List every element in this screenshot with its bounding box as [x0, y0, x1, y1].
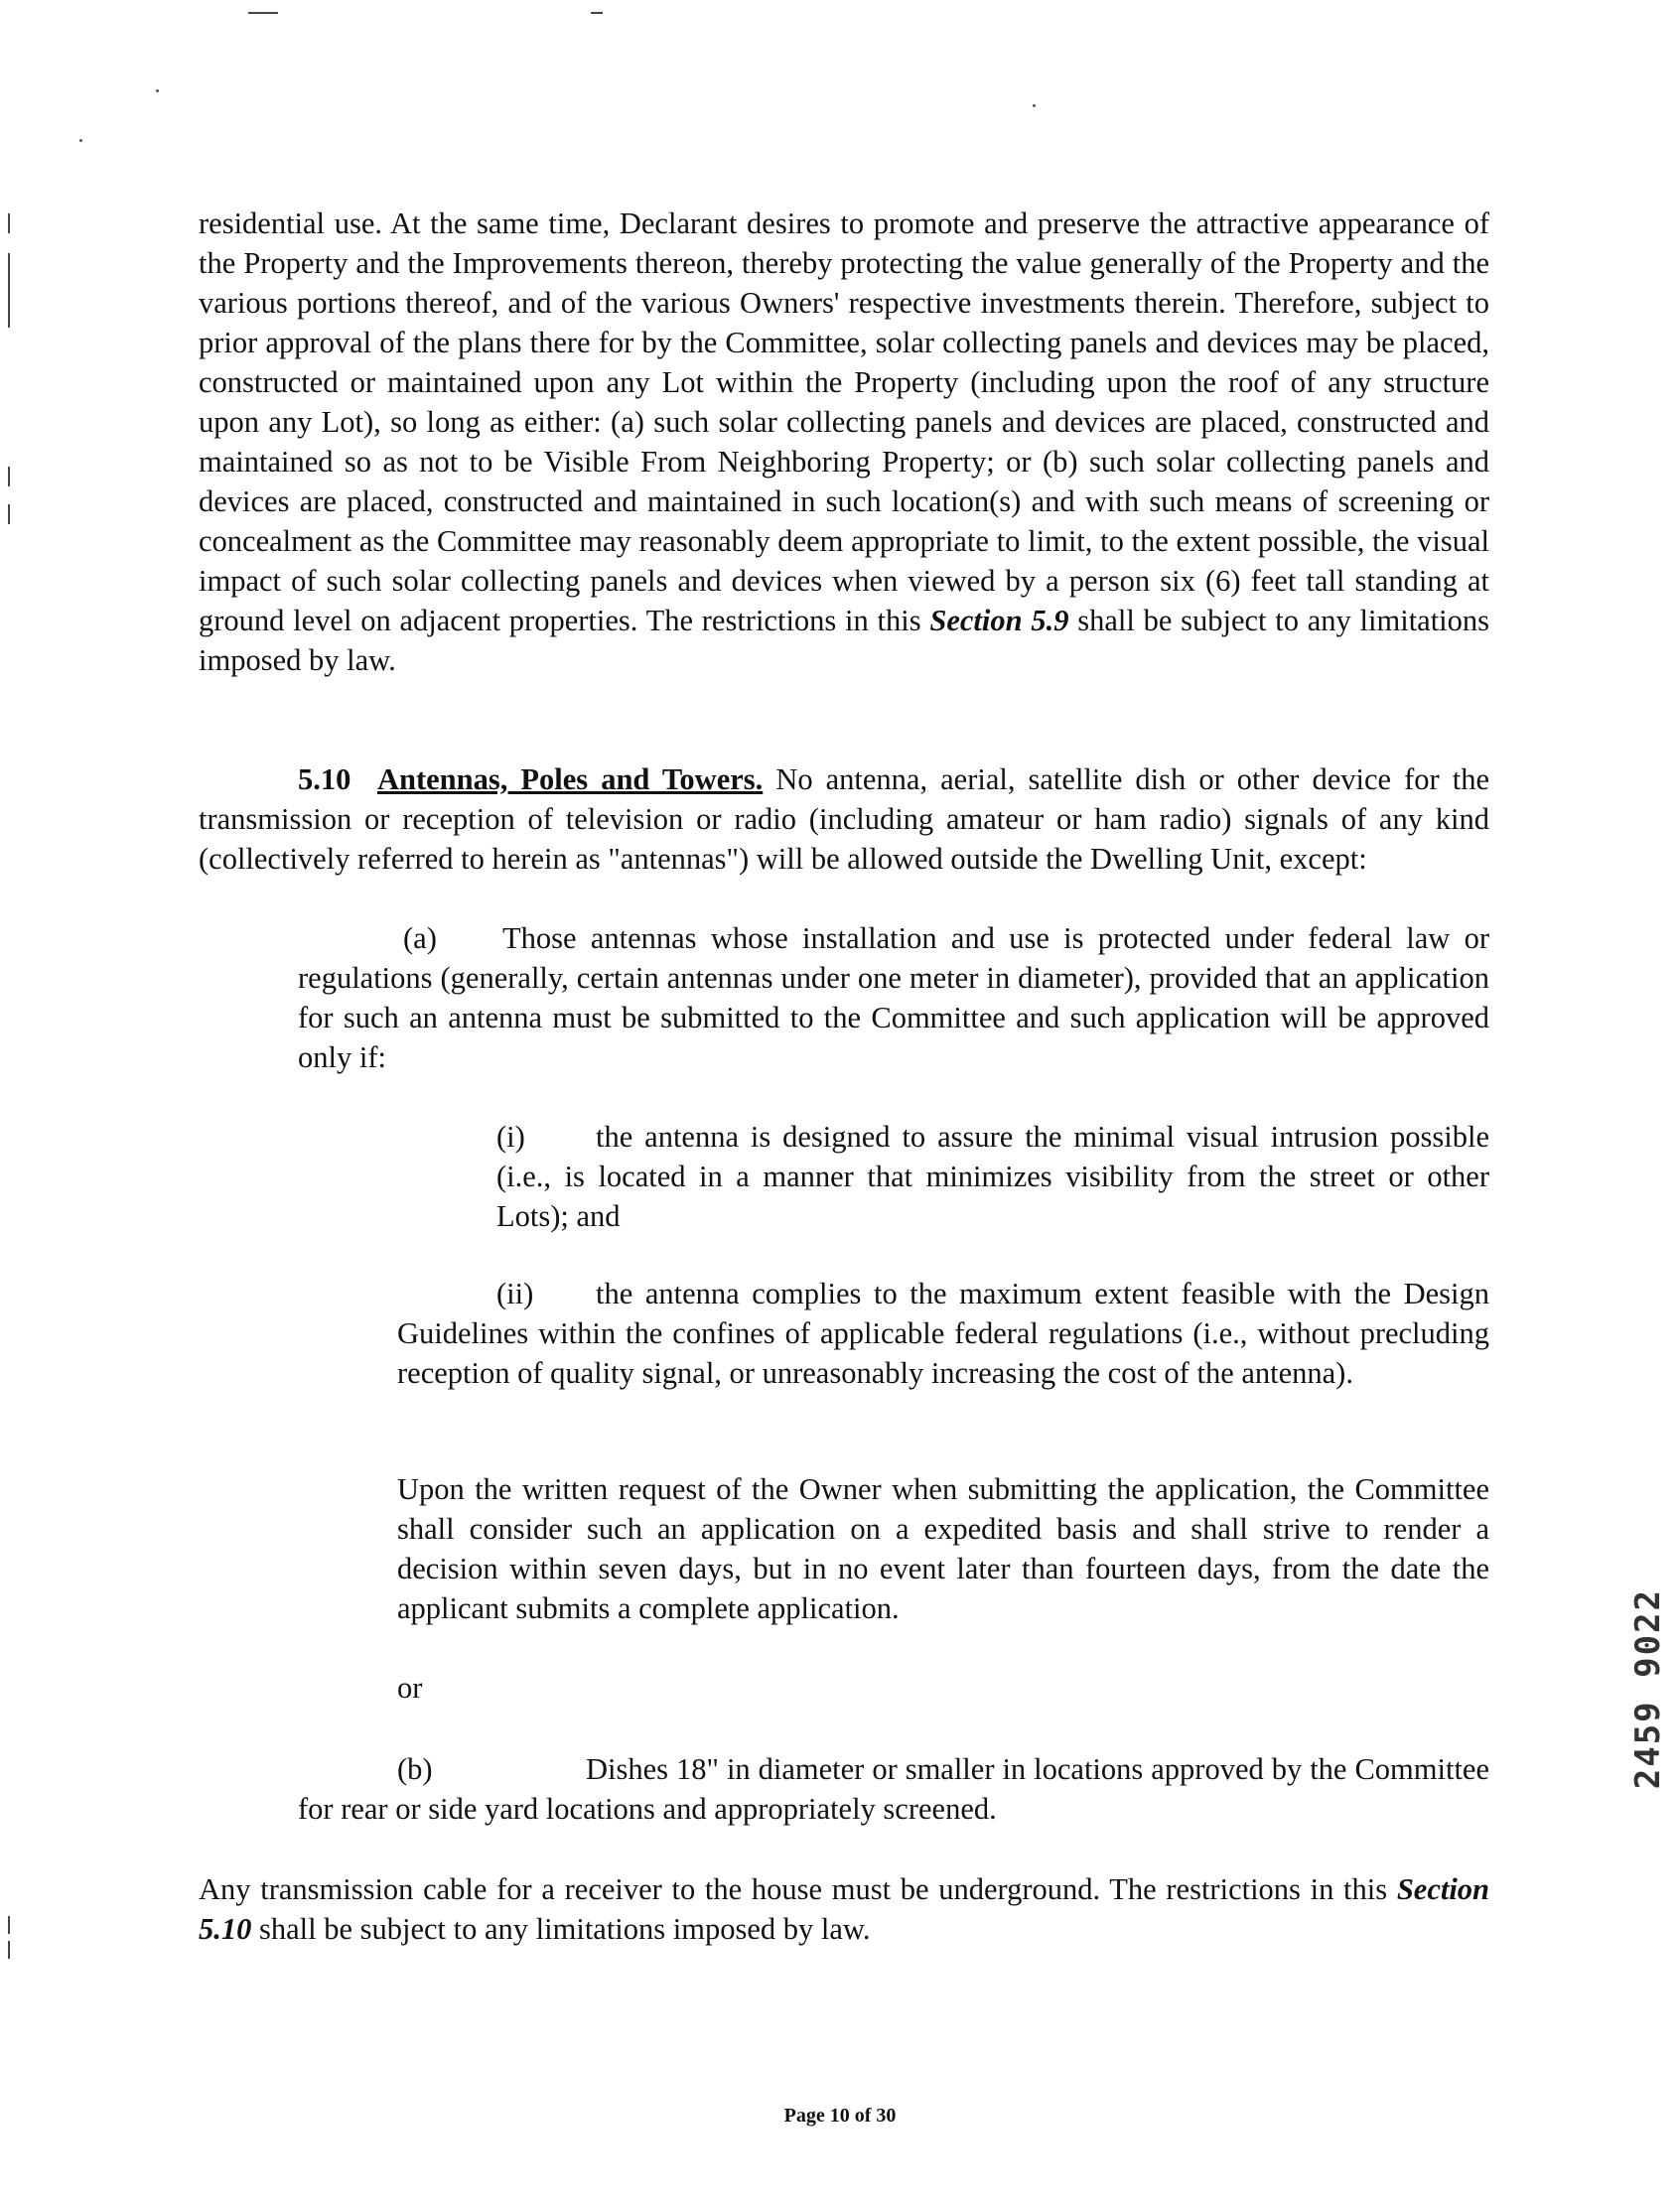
closing-paragraph [199, 1869, 1489, 1949]
section-reference: Section 5.10 [199, 1872, 1490, 1946]
section-number: 5.10 [298, 762, 351, 796]
section-heading: Antennas, Poles and Towers. [377, 762, 764, 796]
scan-mark [156, 89, 159, 92]
paragraph-text: shall be subject to any limitations imposed by law. [259, 1912, 871, 1946]
recording-stamp: 2459 9022 [1628, 1588, 1668, 1790]
section-text: No antenna, aerial, satellite dish or other device for the transmission or reception of television or radio (including amateur or ham radio) signals of any kind (collectively referred to herein as "antennas") will be allowed outside the Dwelling Unit, except: [199, 762, 1489, 876]
or-text: or [397, 1671, 423, 1705]
scan-mark [1033, 104, 1036, 107]
paragraph-text: Any transmission cable for a receiver to the house must be underground. The restrictions in this [199, 1872, 1388, 1906]
expedite-paragraph: Upon the written request of the Owner when submitting the application, the Committee shall consider such an application on a expedited basis and shall strive to render a decision within seven days, but in no event later than fourteen days, from the date the applicant submits a complete application. [397, 1472, 1489, 1625]
scan-mark [8, 504, 10, 524]
scan-mark [8, 253, 10, 328]
item-text: Those antennas whose installation and use is protected under federal law or regulations (generally, certain antennas under one meter in diameter), provided that an application for such an antenna must be submitted to the Committee and such application will be approved only if: [298, 921, 1489, 1074]
section-reference: Section 5.9 [929, 604, 1069, 637]
item-text: the antenna complies to the maximum extent feasible with the Design Guidelines within the confines of applicable federal regulations (i.e., without precluding reception of quality signal, or unreasonably increasing the cost of the antenna). [397, 1277, 1489, 1390]
item-i [496, 1117, 1489, 1236]
item-ii [397, 1274, 1489, 1393]
item-label: (a) [403, 921, 437, 955]
item-label: (i) [496, 1120, 525, 1154]
section-5-10 [199, 759, 1489, 879]
paragraph-text: shall be subject to any limitations imposed by law. [199, 604, 1490, 677]
scan-mark [591, 12, 603, 14]
item-a [298, 918, 1489, 1077]
scan-mark [8, 1916, 10, 1934]
paragraph-solar [199, 204, 1489, 680]
item-label: (ii) [496, 1277, 534, 1310]
item-b [298, 1749, 1489, 1829]
item-label: (b) [397, 1752, 433, 1786]
scan-mark [8, 467, 10, 486]
scan-mark [8, 1941, 10, 1959]
scan-mark [8, 213, 10, 233]
page-footer: Page 10 of 30 [783, 2105, 897, 2127]
paragraph-text: residential use. At the same time, Declarant desires to promote and preserve the attractive appearance of the Property and the Improvements thereon, thereby protecting the value generally of the Property and the various portions thereof, and of the various Owners' respective investments therein. Therefore, subject to prior approval of the plans there for by the Committee, solar collecting panels and devices may be placed, constructed or maintained upon any Lot within the Property (including upon the roof of any structure upon any Lot), so long as either: (a) such solar collecting panels and devices are placed, constructed and maintained so as not to be Visible From Neighboring Property; or (b) such solar collecting panels and devices are placed, constructed and maintained in such location(s) and with such means of screening or concealment as the Committee may reasonably deem appropriate to limit, to the extent possible, the visual impact of such solar collecting panels and devices when viewed by a person six (6) feet tall standing at ground level on adjacent properties. The restrictions in this [199, 206, 1489, 637]
scan-mark [248, 12, 278, 14]
item-text: the antenna is designed to assure the minimal visual intrusion possible (i.e., is located in a manner that minimizes visibility from the street or other Lots); and [496, 1120, 1489, 1233]
scan-mark [79, 139, 82, 142]
item-text: Dishes 18" in diameter or smaller in locations approved by the Committee for rear or side yard locations and appropriately screened. [298, 1752, 1489, 1826]
